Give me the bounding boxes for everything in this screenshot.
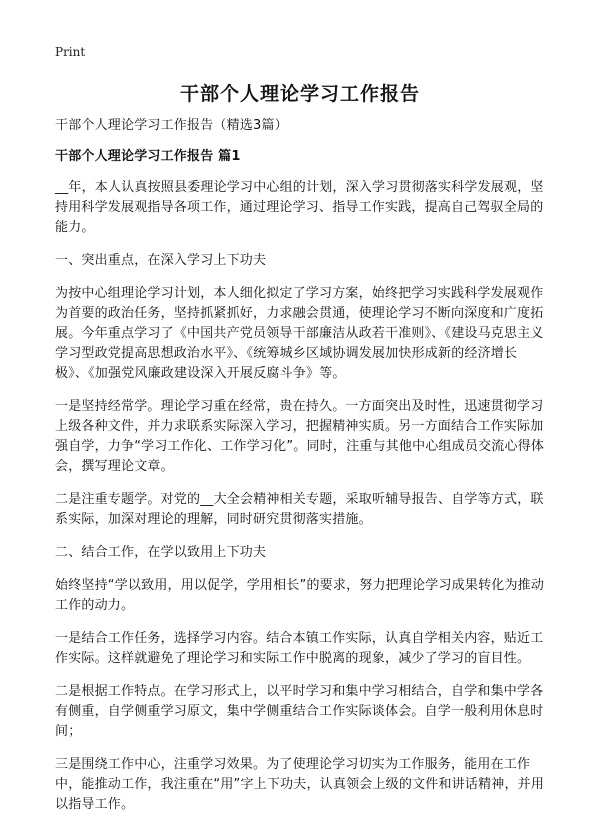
section-heading-1: 一、突出重点，在深入学习上下功夫 xyxy=(55,253,267,268)
document-subtitle: 干部个人理论学习工作报告（精选3篇） xyxy=(55,118,288,133)
document-body xyxy=(55,116,549,828)
paragraph-intro: __年，本人认真按照县委理论学习中心组的计划，深入学习贯彻落实科学发展观，坚持用科学发展观指导各项工作，通过理论学习、指导工作实践，提高自己驾驭全局的能力。 xyxy=(55,180,544,235)
article-heading: 干部个人理论学习工作报告 篇1 xyxy=(55,149,241,164)
paragraph-work-features: 二是根据工作特点。在学习形式上，以平时学习和集中学习相结合，自学和集中学各有侧重，自学侧重学习原文，集中学侧重结合工作实际谈体会。自学一般利用休息时间； xyxy=(55,684,544,739)
print-link[interactable]: Print xyxy=(55,45,86,59)
paragraph-topic-study: 二是注重专题学。对党的__大全会精神相关专题，采取听辅导报告、自学等方式，联系实际，加深对理论的理解，同时研究贯彻落实措施。 xyxy=(55,492,544,527)
paragraph-study-plan: 为按中心组理论学习计划，本人细化拟定了学习方案，始终把学习实践科学发展观作为首要的政治任务，坚持抓紧抓好，力求融会贯通，使理论学习不断向深度和广度拓展。今年重点学习了《中国共产党员领导干部廉洁从政若干准则》、《建设马克思主义学习型政党提高思想政治水平》、《统筹城乡区域协调发展加快形成新的经济增长极》、《加强党风廉政建设深入开展反腐斗争》等。 xyxy=(55,286,544,381)
section-heading-2: 二、结合工作，在学以致用上下功夫 xyxy=(55,545,267,560)
document-title: 干部个人理论学习工作报告 xyxy=(179,83,420,105)
paragraph-work-center: 三是围绕工作中心，注重学习效果。为了使理论学习切实为工作服务，能用在工作中，能推动工作，我注重在“用”字上下功夫，认真领会上级的文件和讲话精神，并用以指导工作。 xyxy=(55,757,545,812)
paragraph-regular-study: 一是坚持经常学。理论学习重在经常，贵在持久。一方面突出及时性，迅速贯彻学习上级各种文件，并力求联系实际深入学习，把握精神实质。另一方面结合工作实际加强自学，力争“学习工作化、工作学习化”。同时，注重与其他中心组成员交流心得体会，撰写理论文章。 xyxy=(55,399,545,474)
paragraph-work-tasks: 一是结合工作任务，选择学习内容。结合本镇工作实际，认真自学相关内容，贴近工作实际。这样就避免了理论学习和实际工作中脱离的现象，减少了学习的盲目性。 xyxy=(55,631,544,666)
paragraph-apply-learning: 始终坚持“学以致用，用以促学，学用相长”的要求，努力把理论学习成果转化为推动工作的动力。 xyxy=(55,578,545,613)
